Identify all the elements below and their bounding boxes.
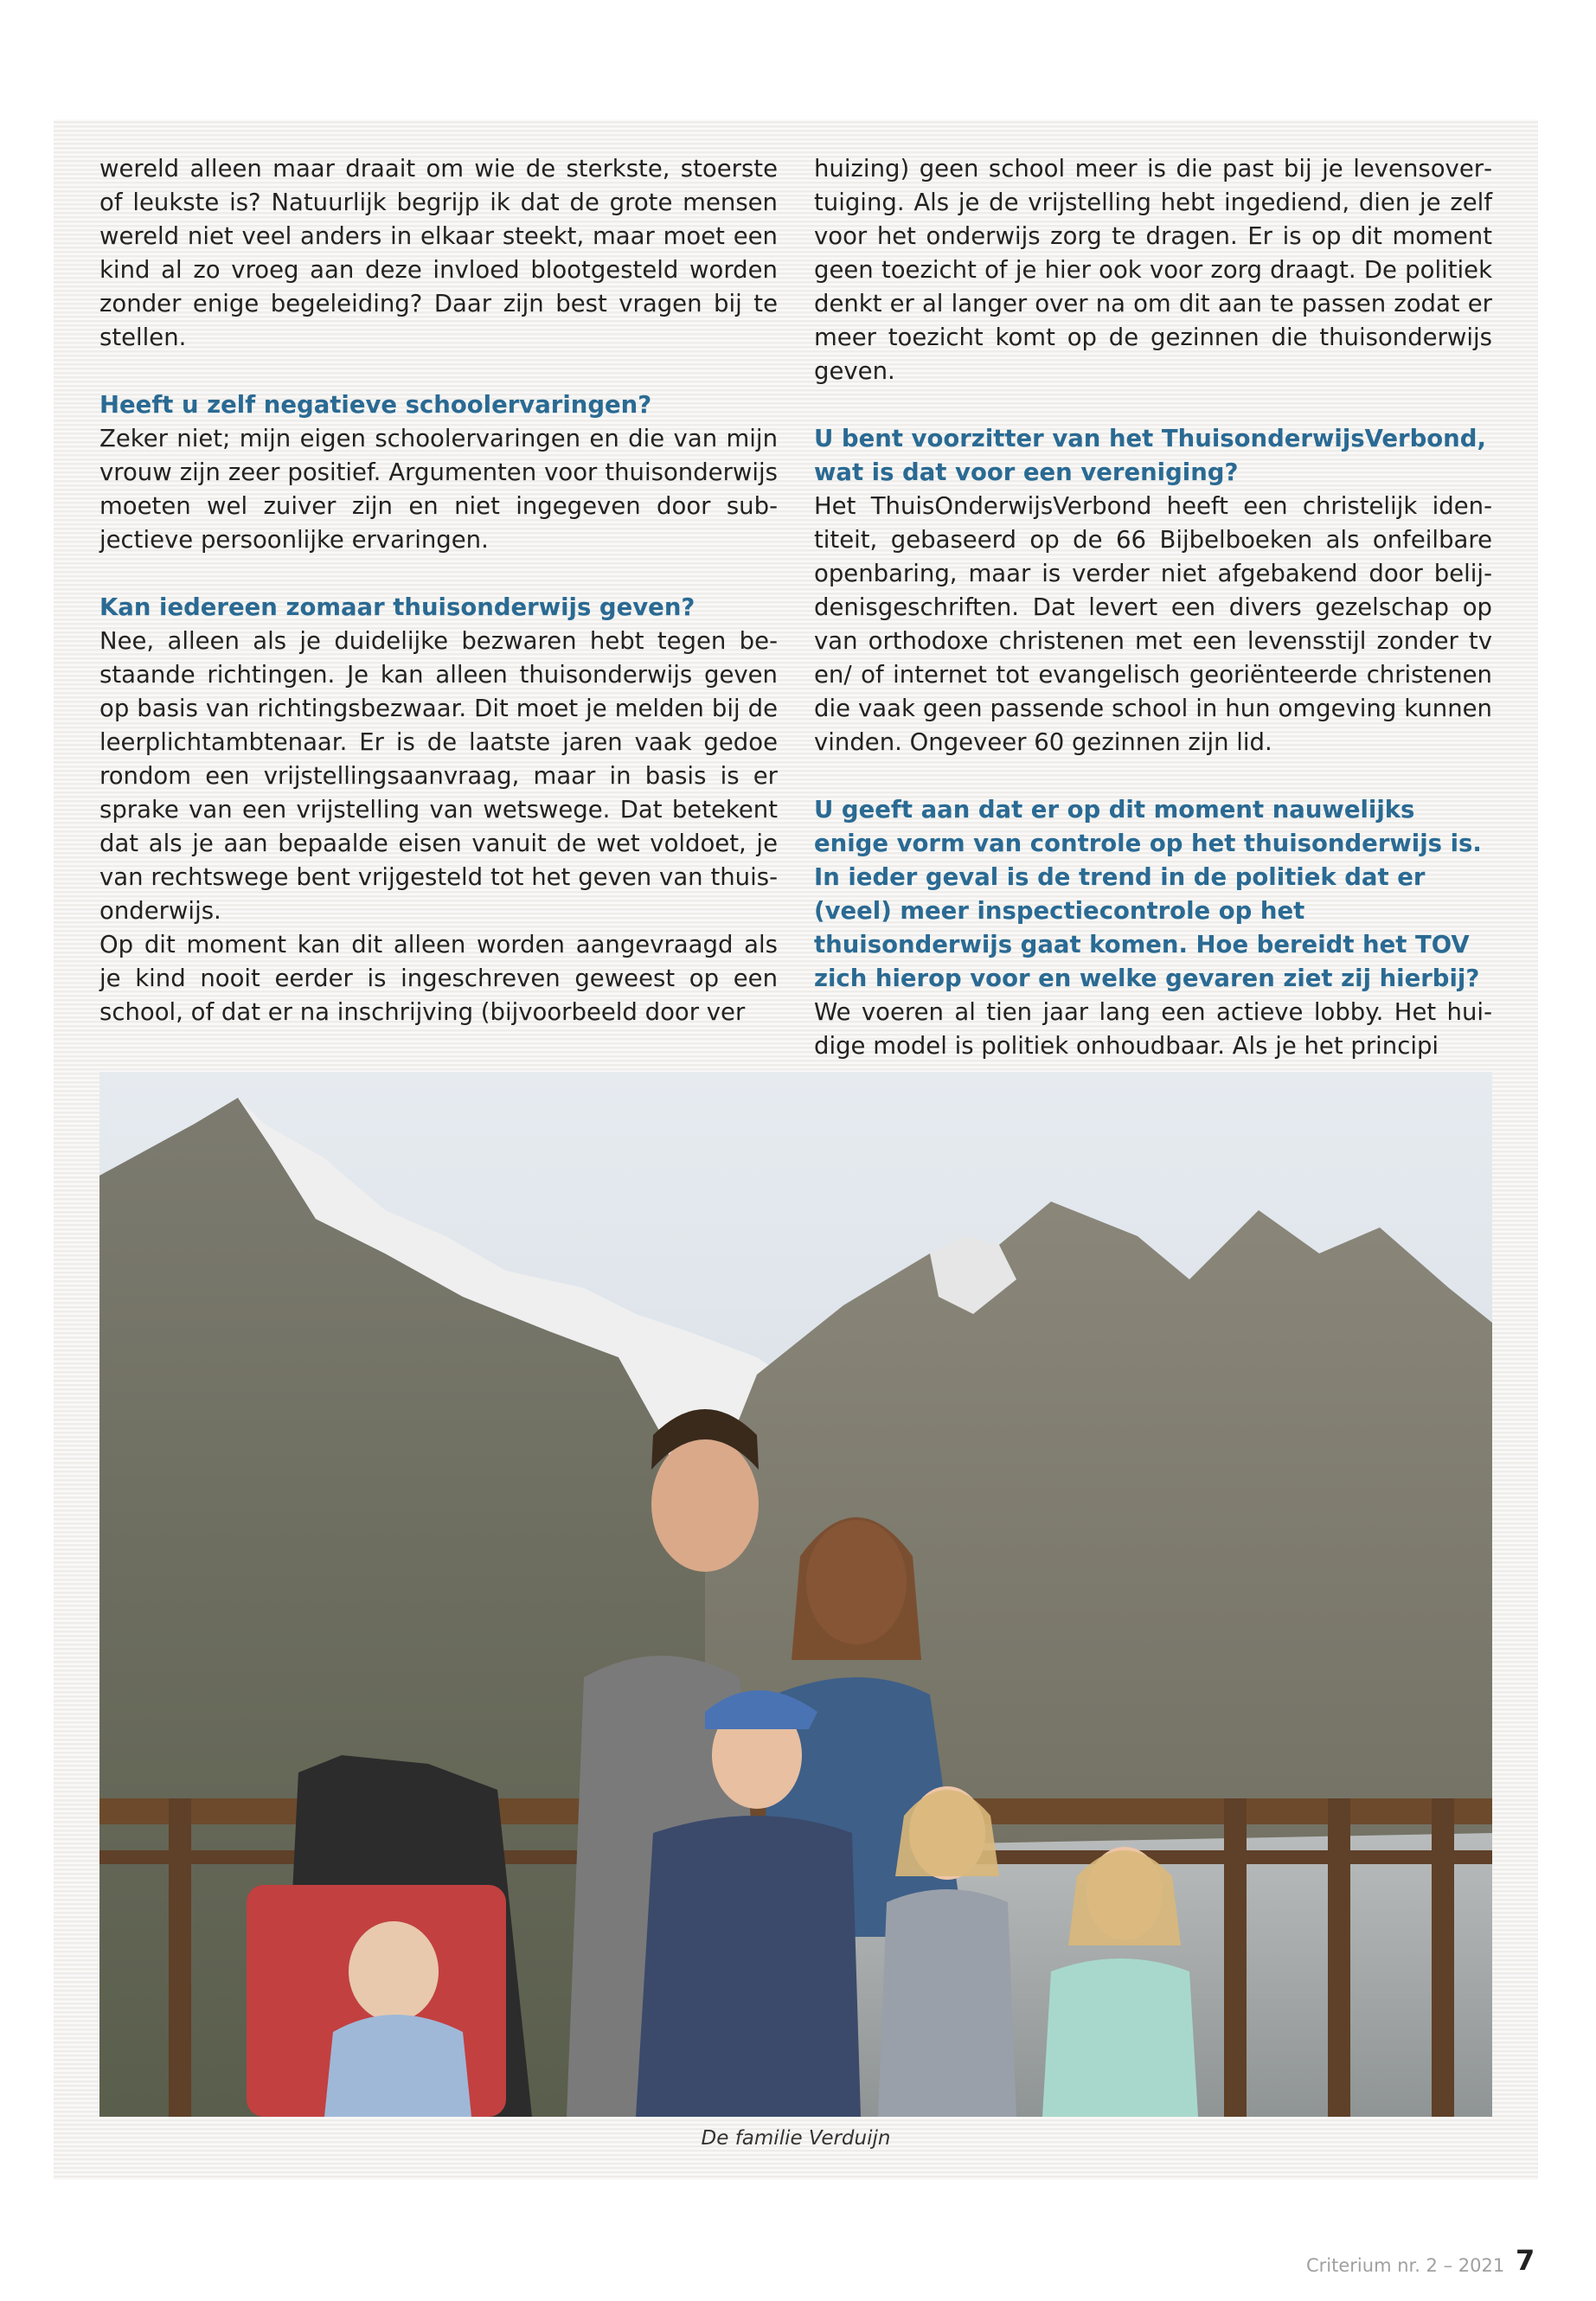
body-paragraph: We voeren al tien jaar lang een actieve lobby. Het huidige model is politiek onhoudbaar. Als je het principi (814, 998, 1492, 1060)
body-paragraph: Op dit moment kan dit alleen worden aangevraagd als je kind nooit eerder is ingeschreven geweest op een school, of dat er na inschrijving (bijvoorbeeld door ver (99, 931, 778, 1026)
girl-right (1042, 1958, 1198, 2117)
body-paragraph: huizing) geen school meer is die past bij je levensovertuiging. Als je de vrijstelling hebt ingediend, dien je zelf voor het onderwijs zorg te dragen. Er is op dit moment geen toezicht of je hier ook voor zorg draagt. De politiek denkt er al langer over na om dit aan te passen zodat er meer toezicht komt op de gezinnen die thuisonderwijs geven. (814, 155, 1492, 385)
body-paragraph: wereld alleen maar draait om wie de sterkste, stoerste of leukste is? Natuurlijk begrijp ik dat de grote mensen wereld niet veel anders in elkaar steekt, maar moet een kind al zo vroeg aan deze invloed blootgesteld worden zonder enige begeleiding? Daar zijn best vragen bij te stellen. (99, 155, 778, 351)
interview-question: Heeft u zelf negatieve schoolervaringen? (99, 391, 652, 419)
boy (636, 1816, 861, 2117)
page-number: 7 (1516, 2244, 1535, 2277)
article-column-right (814, 152, 1492, 1063)
article-column-left (99, 152, 778, 1029)
body-paragraph: Nee, alleen als je duidelijke bezwaren hebt tegen bestaande richtingen. Je kan alleen thuisonderwijs geven op basis van richtingsbezwaar. Dit moet je melden bij de leerplichtambtenaar. Er is de laatste jaren vaak gedoe rondom een vrijstellingsaanvraag, maar in basis is er sprake van een vrijstelling van wetswege. Dat betekent dat als je aan bepaalde eisen vanuit de wet voldoet, je van rechtswege bent vrijgesteld tot het geven van thuisonderwijs. (99, 627, 778, 925)
interview-question: U geeft aan dat er op dit moment nauwelijks enige vorm van controle op het thuisonderwijs is. In ieder geval is de trend in de politiek dat er (veel) meer inspectiecontrole op het thuisonderwijs gaat komen. Hoe bereidt het TOV zich hierop voor en welke gevaren ziet zij hierbij? (814, 796, 1482, 992)
magazine-issue: Criterium nr. 2 – 2021 (1306, 2255, 1505, 2276)
family-photo (99, 1072, 1492, 2117)
photo-caption: De familie Verduijn (701, 2127, 891, 2150)
body-paragraph: Het ThuisOnderwijsVerbond heeft een christelijk identiteit, gebaseerd op de 66 Bijbelboeken als onfeilbare openbaring, maar is verder niet afgebakend door belijdenisgeschriften. Dat levert een divers gezelschap op van orthodoxe christenen met een levensstijl zonder tv en/ of internet tot evangelisch georiënteerde christenen die vaak geen passende school in hun omgeving kunnen vinden. Ongeveer 60 gezinnen zijn lid. (814, 492, 1492, 756)
interview-question: Kan iedereen zomaar thuisonderwijs geven? (99, 593, 695, 621)
interview-question: U bent voorzitter van het ThuisonderwijsVerbond, wat is dat voor een vereniging? (814, 425, 1486, 486)
body-paragraph: Zeker niet; mijn eigen schoolervaringen en die van mijn vrouw zijn zeer positief. Argumenten voor thuisonderwijs moeten wel zuiver zijn en niet ingegeven door subjectieve persoonlijke ervaringen. (99, 425, 778, 554)
girl-left (878, 1889, 1016, 2117)
